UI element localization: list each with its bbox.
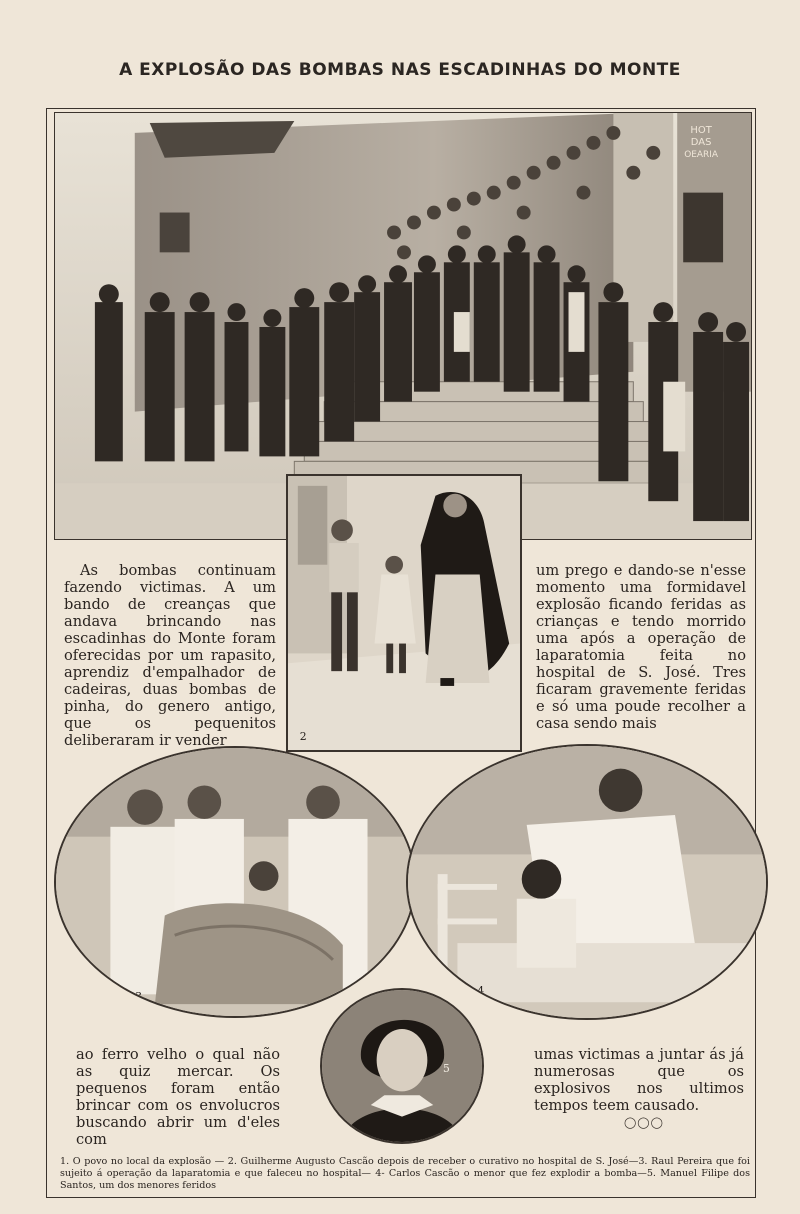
photo-number-2: 2 bbox=[299, 730, 307, 744]
portrait-5-illustration bbox=[322, 990, 482, 1142]
photo-number-3: 3 bbox=[135, 990, 143, 1004]
sign-text-2: DAS bbox=[690, 136, 712, 148]
hospital-bed-4-illustration bbox=[408, 746, 766, 1018]
photo-oval-hospital-bed-3 bbox=[54, 746, 416, 1018]
article-paragraph-1: As bombas continuam fazendo victimas. A um bando de creanças que andava brincando nas escadinhas do Monte foram oferecidas por um rapasito, aprendiz d'empalhador de cadeiras, duas bombas de pinha, do genero antigo, que os pequenitos deliberaram ir vender bbox=[64, 562, 276, 749]
photo-woman-with-children bbox=[286, 474, 522, 752]
sign-text-3: OEARIA bbox=[684, 149, 719, 160]
photo-oval-portrait-5 bbox=[320, 988, 484, 1144]
article-paragraph-3: ao ferro velho o qual não as quiz mercar. Os pequenos foram então brincar com os envolucros buscando abrir um d'eles com bbox=[76, 1046, 280, 1148]
ornament: ◯◯◯ bbox=[624, 1116, 664, 1129]
article-paragraph-4: umas victimas a juntar ás já numerosas que os explosivos nos ultimos tempos teem causado. bbox=[534, 1046, 744, 1114]
article-paragraph-2: um prego e dando-se n'esse momento uma formidavel explosão ficando feridas as crianças e tendo morrido uma após a operação de laparatomia feita no hospital de S. José. Tres ficaram gravemente feridas e só uma poude recolher a casa sendo mais bbox=[536, 562, 746, 732]
hospital-bed-3-illustration bbox=[56, 748, 414, 1016]
photo-number-5: 5 bbox=[442, 1061, 450, 1075]
woman-children-illustration bbox=[288, 476, 520, 750]
photo-number-4: 4 bbox=[477, 984, 485, 998]
sign-text-1: HOT bbox=[690, 124, 712, 136]
photo-captions: 1. O povo no local da explosão — 2. Guilherme Augusto Cascão depois de receber o curativo no hospital de S. José—3. Raul Pereira que foi sujeito á operação da laparatomia e que faleceu no hospital— 4- Carlos Cascão o menor que fez explodir a bomba—5. Manuel Filipe dos Santos, um dos menores feridos bbox=[60, 1156, 750, 1191]
page-title: A EXPLOSÃO DAS BOMBAS NAS ESCADINHAS DO MONTE bbox=[119, 60, 681, 80]
photo-oval-hospital-bed-4 bbox=[406, 744, 768, 1020]
